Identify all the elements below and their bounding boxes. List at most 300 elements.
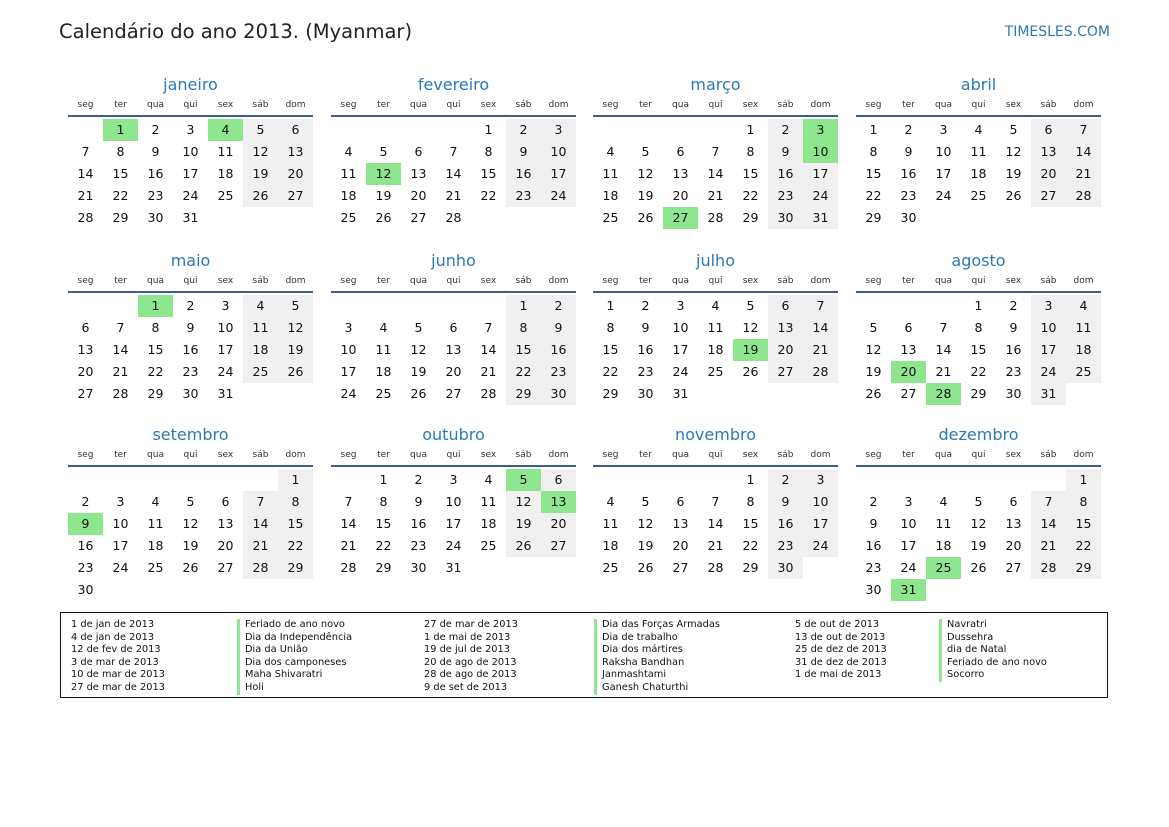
weekday-label: ter: [377, 99, 390, 110]
day-cell: 1: [746, 122, 755, 137]
day-cell: 3: [186, 122, 195, 137]
day-cell: 28: [1031, 557, 1066, 579]
week-row: [856, 141, 1101, 163]
day-cell: 27: [1031, 185, 1066, 207]
week-row: [331, 317, 576, 339]
empty-cell: [173, 579, 208, 601]
empty-cell: [541, 557, 576, 579]
day-cell: 17: [803, 163, 838, 185]
month-abril: [856, 73, 1101, 229]
month-name: agosto: [951, 251, 1006, 270]
day-cell: 25: [375, 386, 392, 401]
day-cell: 12: [970, 516, 987, 531]
day-cell: 4: [1066, 295, 1101, 317]
day-cell: 25: [602, 560, 619, 575]
day-cell: 10: [935, 144, 952, 159]
day-cell: 6: [1031, 119, 1066, 141]
day-cell: 11: [602, 516, 619, 531]
weekday-label: qui: [708, 275, 723, 286]
day-cell: 20: [541, 513, 576, 535]
day-cell: 8: [746, 494, 755, 509]
day-cell: 18: [375, 364, 392, 379]
day-cell: 25: [926, 557, 961, 579]
week-row: [331, 491, 576, 513]
header-divider: [856, 465, 1101, 467]
empty-cell: [663, 119, 698, 141]
month-name: abril: [960, 75, 997, 94]
empty-cell: [926, 295, 961, 317]
day-cell: 22: [480, 188, 497, 203]
day-cell: 17: [217, 342, 234, 357]
weekday-header: [331, 273, 576, 288]
day-cell: 20: [672, 538, 689, 553]
day-cell: 18: [935, 538, 952, 553]
day-cell: 28: [1066, 185, 1101, 207]
week-row: [331, 383, 576, 405]
legend-holiday: Ganesh Chaturthi: [594, 682, 720, 695]
weekday-label: ter: [377, 449, 390, 460]
day-cell: 13: [768, 317, 803, 339]
day-cell: 26: [637, 210, 654, 225]
day-cell: 12: [637, 516, 654, 531]
day-cell: 28: [926, 383, 961, 405]
day-cell: 31: [1031, 383, 1066, 405]
header-divider: [593, 465, 838, 467]
day-cell: 24: [445, 538, 462, 553]
day-cell: 1: [103, 119, 138, 141]
empty-cell: [243, 383, 278, 405]
weekday-label: qua: [410, 449, 427, 460]
day-cell: 20: [891, 361, 926, 383]
day-cell: 24: [182, 188, 199, 203]
header-divider: [331, 115, 576, 117]
legend-holiday: Feriado de ano novo: [237, 619, 352, 632]
weekday-header: [856, 97, 1101, 112]
week-row: [68, 491, 313, 513]
month-junho: [331, 249, 576, 405]
weekday-label: qui: [971, 275, 986, 286]
day-cell: 1: [278, 469, 313, 491]
month-name: fevereiro: [417, 75, 490, 94]
legend-names-col-3: [939, 619, 1047, 682]
day-cell: 29: [112, 210, 129, 225]
day-cell: 17: [1031, 339, 1066, 361]
day-cell: 31: [891, 579, 926, 601]
day-cell: 13: [672, 516, 689, 531]
week-row: [68, 579, 313, 601]
day-cell: 7: [803, 295, 838, 317]
empty-cell: [331, 295, 366, 317]
week-row: [593, 491, 838, 513]
weekday-header: [593, 273, 838, 288]
day-cell: 28: [77, 210, 94, 225]
day-cell: 14: [340, 516, 357, 531]
day-cell: 26: [506, 535, 541, 557]
weekday-label: seg: [865, 449, 882, 460]
day-cell: 30: [410, 560, 427, 575]
day-cell: 31: [182, 210, 199, 225]
day-cell: 1: [1066, 469, 1101, 491]
weekday-label: sex: [480, 449, 497, 460]
weekday-label: ter: [639, 449, 652, 460]
legend-date: 20 de ago de 2013: [424, 656, 517, 668]
day-cell: 16: [541, 339, 576, 361]
empty-cell: [961, 469, 996, 491]
week-row: [68, 119, 313, 141]
day-cell: 13: [217, 516, 234, 531]
day-cell: 13: [278, 141, 313, 163]
day-cell: 21: [77, 188, 94, 203]
day-cell: 25: [243, 361, 278, 383]
day-cell: 5: [186, 494, 195, 509]
day-cell: 9: [68, 513, 103, 535]
day-cell: 10: [112, 516, 129, 531]
day-cell: 3: [449, 472, 458, 487]
empty-cell: [1031, 207, 1066, 229]
week-row: [856, 383, 1101, 405]
day-cell: 21: [480, 364, 497, 379]
day-cell: 27: [900, 386, 917, 401]
day-cell: 12: [637, 166, 654, 181]
weekday-label: qui: [183, 449, 198, 460]
week-row: [593, 119, 838, 141]
day-cell: 14: [77, 166, 94, 181]
day-cell: 6: [221, 494, 230, 509]
day-cell: 15: [970, 342, 987, 357]
day-cell: 4: [711, 298, 720, 313]
day-cell: 14: [112, 342, 129, 357]
day-cell: 19: [278, 339, 313, 361]
day-cell: 8: [506, 317, 541, 339]
day-cell: 7: [711, 494, 720, 509]
empty-cell: [856, 295, 891, 317]
day-cell: 24: [112, 560, 129, 575]
day-cell: 21: [243, 535, 278, 557]
day-cell: 29: [278, 557, 313, 579]
weekday-label: qua: [935, 449, 952, 460]
day-cell: 26: [970, 560, 987, 575]
day-cell: 25: [707, 364, 724, 379]
week-row: [331, 295, 576, 317]
weekday-label: seg: [602, 275, 619, 286]
week-row: [68, 185, 313, 207]
day-cell: 25: [480, 538, 497, 553]
day-cell: 28: [803, 361, 838, 383]
day-cell: 22: [742, 538, 759, 553]
week-row: [331, 119, 576, 141]
legend-holiday: Holi: [237, 682, 352, 695]
day-cell: 28: [480, 386, 497, 401]
day-cell: 8: [974, 320, 983, 335]
week-row: [856, 361, 1101, 383]
day-cell: 16: [637, 342, 654, 357]
day-cell: 16: [768, 513, 803, 535]
day-cell: 22: [970, 364, 987, 379]
weekday-label: ter: [902, 275, 915, 286]
day-cell: 4: [484, 472, 493, 487]
day-cell: 17: [112, 538, 129, 553]
weekday-label: qua: [672, 275, 689, 286]
day-cell: 18: [602, 188, 619, 203]
day-cell: 8: [484, 144, 493, 159]
month-name: maio: [170, 251, 211, 270]
day-cell: 6: [541, 469, 576, 491]
weekday-header: [331, 447, 576, 462]
day-cell: 12: [865, 342, 882, 357]
day-cell: 26: [865, 386, 882, 401]
day-cell: 7: [1066, 119, 1101, 141]
day-cell: 8: [379, 494, 388, 509]
month-fevereiro: [331, 73, 576, 229]
day-cell: 2: [904, 122, 913, 137]
weekday-label: sáb: [1040, 449, 1057, 460]
day-cell: 17: [541, 163, 576, 185]
day-cell: 18: [970, 166, 987, 181]
empty-cell: [366, 295, 401, 317]
day-cell: 10: [445, 494, 462, 509]
day-cell: 30: [900, 210, 917, 225]
empty-cell: [891, 295, 926, 317]
empty-cell: [961, 579, 996, 601]
day-cell: 4: [208, 119, 243, 141]
legend-date: 1 de jan de 2013: [71, 619, 155, 630]
day-cell: 27: [1005, 560, 1022, 575]
day-cell: 22: [865, 188, 882, 203]
weekday-label: qua: [672, 449, 689, 460]
day-cell: 18: [340, 188, 357, 203]
day-cell: 16: [768, 163, 803, 185]
weekday-header: [593, 447, 838, 462]
day-cell: 8: [869, 144, 878, 159]
day-cell: 21: [707, 188, 724, 203]
month-name: março: [690, 75, 741, 94]
empty-cell: [996, 469, 1031, 491]
weekday-label: sex: [217, 449, 234, 460]
day-cell: 1: [869, 122, 878, 137]
day-cell: 30: [77, 582, 94, 597]
empty-cell: [698, 469, 733, 491]
weekday-label: qua: [147, 449, 164, 460]
day-cell: 23: [182, 364, 199, 379]
weekday-label: dom: [285, 275, 306, 286]
weekday-label: sex: [1005, 449, 1022, 460]
weekday-label: sex: [217, 99, 234, 110]
weekday-label: seg: [602, 99, 619, 110]
day-cell: 29: [375, 560, 392, 575]
day-cell: 25: [1066, 361, 1101, 383]
day-cell: 12: [410, 342, 427, 357]
empty-cell: [891, 469, 926, 491]
day-cell: 2: [414, 472, 423, 487]
day-cell: 16: [182, 342, 199, 357]
week-row: [331, 469, 576, 491]
weekday-label: sáb: [1040, 99, 1057, 110]
empty-cell: [103, 579, 138, 601]
legend-holiday: Dia da Independência: [237, 632, 352, 645]
weekday-label: sex: [1005, 275, 1022, 286]
day-cell: 4: [379, 320, 388, 335]
week-row: [68, 361, 313, 383]
week-row: [856, 119, 1101, 141]
weekday-label: sáb: [777, 99, 794, 110]
weekday-header: [856, 273, 1101, 288]
day-cell: 9: [541, 317, 576, 339]
day-cell: 6: [676, 144, 685, 159]
day-cell: 16: [900, 166, 917, 181]
empty-cell: [471, 557, 506, 579]
weekday-label: sáb: [515, 99, 532, 110]
empty-cell: [698, 119, 733, 141]
week-row: [593, 207, 838, 229]
day-cell: 31: [803, 207, 838, 229]
day-cell: 27: [410, 210, 427, 225]
day-cell: 23: [768, 535, 803, 557]
legend-holiday: Raksha Bandhan: [594, 657, 720, 670]
day-cell: 12: [182, 516, 199, 531]
weekday-label: ter: [639, 99, 652, 110]
week-row: [68, 207, 313, 229]
day-cell: 7: [939, 320, 948, 335]
day-cell: 10: [1031, 317, 1066, 339]
day-cell: 16: [410, 516, 427, 531]
day-cell: 3: [541, 119, 576, 141]
week-row: [331, 513, 576, 535]
day-cell: 8: [606, 320, 615, 335]
week-row: [856, 557, 1101, 579]
weekday-label: qui: [183, 99, 198, 110]
empty-cell: [1066, 383, 1101, 405]
day-cell: 27: [663, 207, 698, 229]
day-cell: 18: [217, 166, 234, 181]
day-cell: 24: [803, 535, 838, 557]
weekday-label: qua: [147, 99, 164, 110]
legend-holiday: Dia de trabalho: [594, 632, 720, 645]
weekday-label: qui: [708, 99, 723, 110]
weekday-label: qua: [935, 275, 952, 286]
day-cell: 18: [707, 342, 724, 357]
empty-cell: [366, 119, 401, 141]
day-cell: 5: [974, 494, 983, 509]
week-row: [68, 535, 313, 557]
day-cell: 12: [243, 141, 278, 163]
day-cell: 15: [112, 166, 129, 181]
day-cell: 31: [672, 386, 689, 401]
day-cell: 9: [414, 494, 423, 509]
weekday-label: seg: [77, 275, 94, 286]
weekday-label: sex: [742, 99, 759, 110]
legend-date: 19 de jul de 2013: [424, 644, 511, 656]
weekday-label: dom: [285, 99, 306, 110]
week-row: [593, 383, 838, 405]
day-cell: 2: [869, 494, 878, 509]
weekday-label: qui: [971, 99, 986, 110]
weekday-label: ter: [377, 275, 390, 286]
legend-date: 25 de dez de 2013: [795, 644, 887, 656]
day-cell: 11: [147, 516, 164, 531]
day-cell: 21: [340, 538, 357, 553]
empty-cell: [138, 579, 173, 601]
week-row: [331, 141, 576, 163]
header-divider: [856, 291, 1101, 293]
header-divider: [68, 291, 313, 293]
day-cell: 23: [865, 560, 882, 575]
day-cell: 10: [900, 516, 917, 531]
day-cell: 19: [733, 339, 768, 361]
week-row: [331, 361, 576, 383]
weekday-label: dom: [1073, 99, 1094, 110]
day-cell: 21: [935, 364, 952, 379]
day-cell: 26: [637, 560, 654, 575]
day-cell: 12: [742, 320, 759, 335]
day-cell: 7: [484, 320, 493, 335]
weekday-label: sex: [1005, 99, 1022, 110]
week-row: [68, 513, 313, 535]
day-cell: 7: [344, 494, 353, 509]
empty-cell: [173, 469, 208, 491]
legend-dates-col-1: [71, 619, 165, 695]
month-name: outubro: [422, 425, 485, 444]
day-cell: 9: [151, 144, 160, 159]
day-cell: 17: [803, 513, 838, 535]
legend-holiday: Janmashtami: [594, 669, 720, 682]
day-cell: 7: [711, 144, 720, 159]
weekday-label: ter: [639, 275, 652, 286]
weekday-label: sáb: [777, 275, 794, 286]
day-cell: 15: [375, 516, 392, 531]
day-cell: 4: [939, 494, 948, 509]
day-cell: 15: [865, 166, 882, 181]
week-row: [856, 513, 1101, 535]
day-cell: 28: [445, 210, 462, 225]
day-cell: 24: [217, 364, 234, 379]
week-row: [856, 185, 1101, 207]
week-row: [68, 557, 313, 579]
week-row: [593, 339, 838, 361]
legend-holiday: Dussehra: [939, 632, 1047, 645]
day-cell: 12: [1005, 144, 1022, 159]
day-cell: 19: [506, 513, 541, 535]
empty-cell: [138, 469, 173, 491]
day-cell: 19: [410, 364, 427, 379]
empty-cell: [1066, 579, 1101, 601]
empty-cell: [663, 469, 698, 491]
weekday-label: ter: [902, 99, 915, 110]
day-cell: 16: [1005, 342, 1022, 357]
week-row: [593, 557, 838, 579]
week-row: [331, 557, 576, 579]
empty-cell: [541, 207, 576, 229]
day-cell: 20: [445, 364, 462, 379]
day-cell: 6: [81, 320, 90, 335]
day-cell: 2: [768, 119, 803, 141]
day-cell: 29: [865, 210, 882, 225]
day-cell: 27: [278, 185, 313, 207]
brand-link[interactable]: TIMESLES.COM: [1004, 24, 1110, 40]
day-cell: 11: [707, 320, 724, 335]
day-cell: 11: [602, 166, 619, 181]
day-cell: 2: [186, 298, 195, 313]
day-cell: 31: [217, 386, 234, 401]
week-row: [68, 469, 313, 491]
empty-cell: [926, 579, 961, 601]
weekday-label: ter: [114, 99, 127, 110]
month-dezembro: [856, 423, 1101, 601]
week-row: [593, 295, 838, 317]
day-cell: 30: [147, 210, 164, 225]
empty-cell: [68, 295, 103, 317]
weekday-label: dom: [810, 449, 831, 460]
empty-cell: [436, 295, 471, 317]
